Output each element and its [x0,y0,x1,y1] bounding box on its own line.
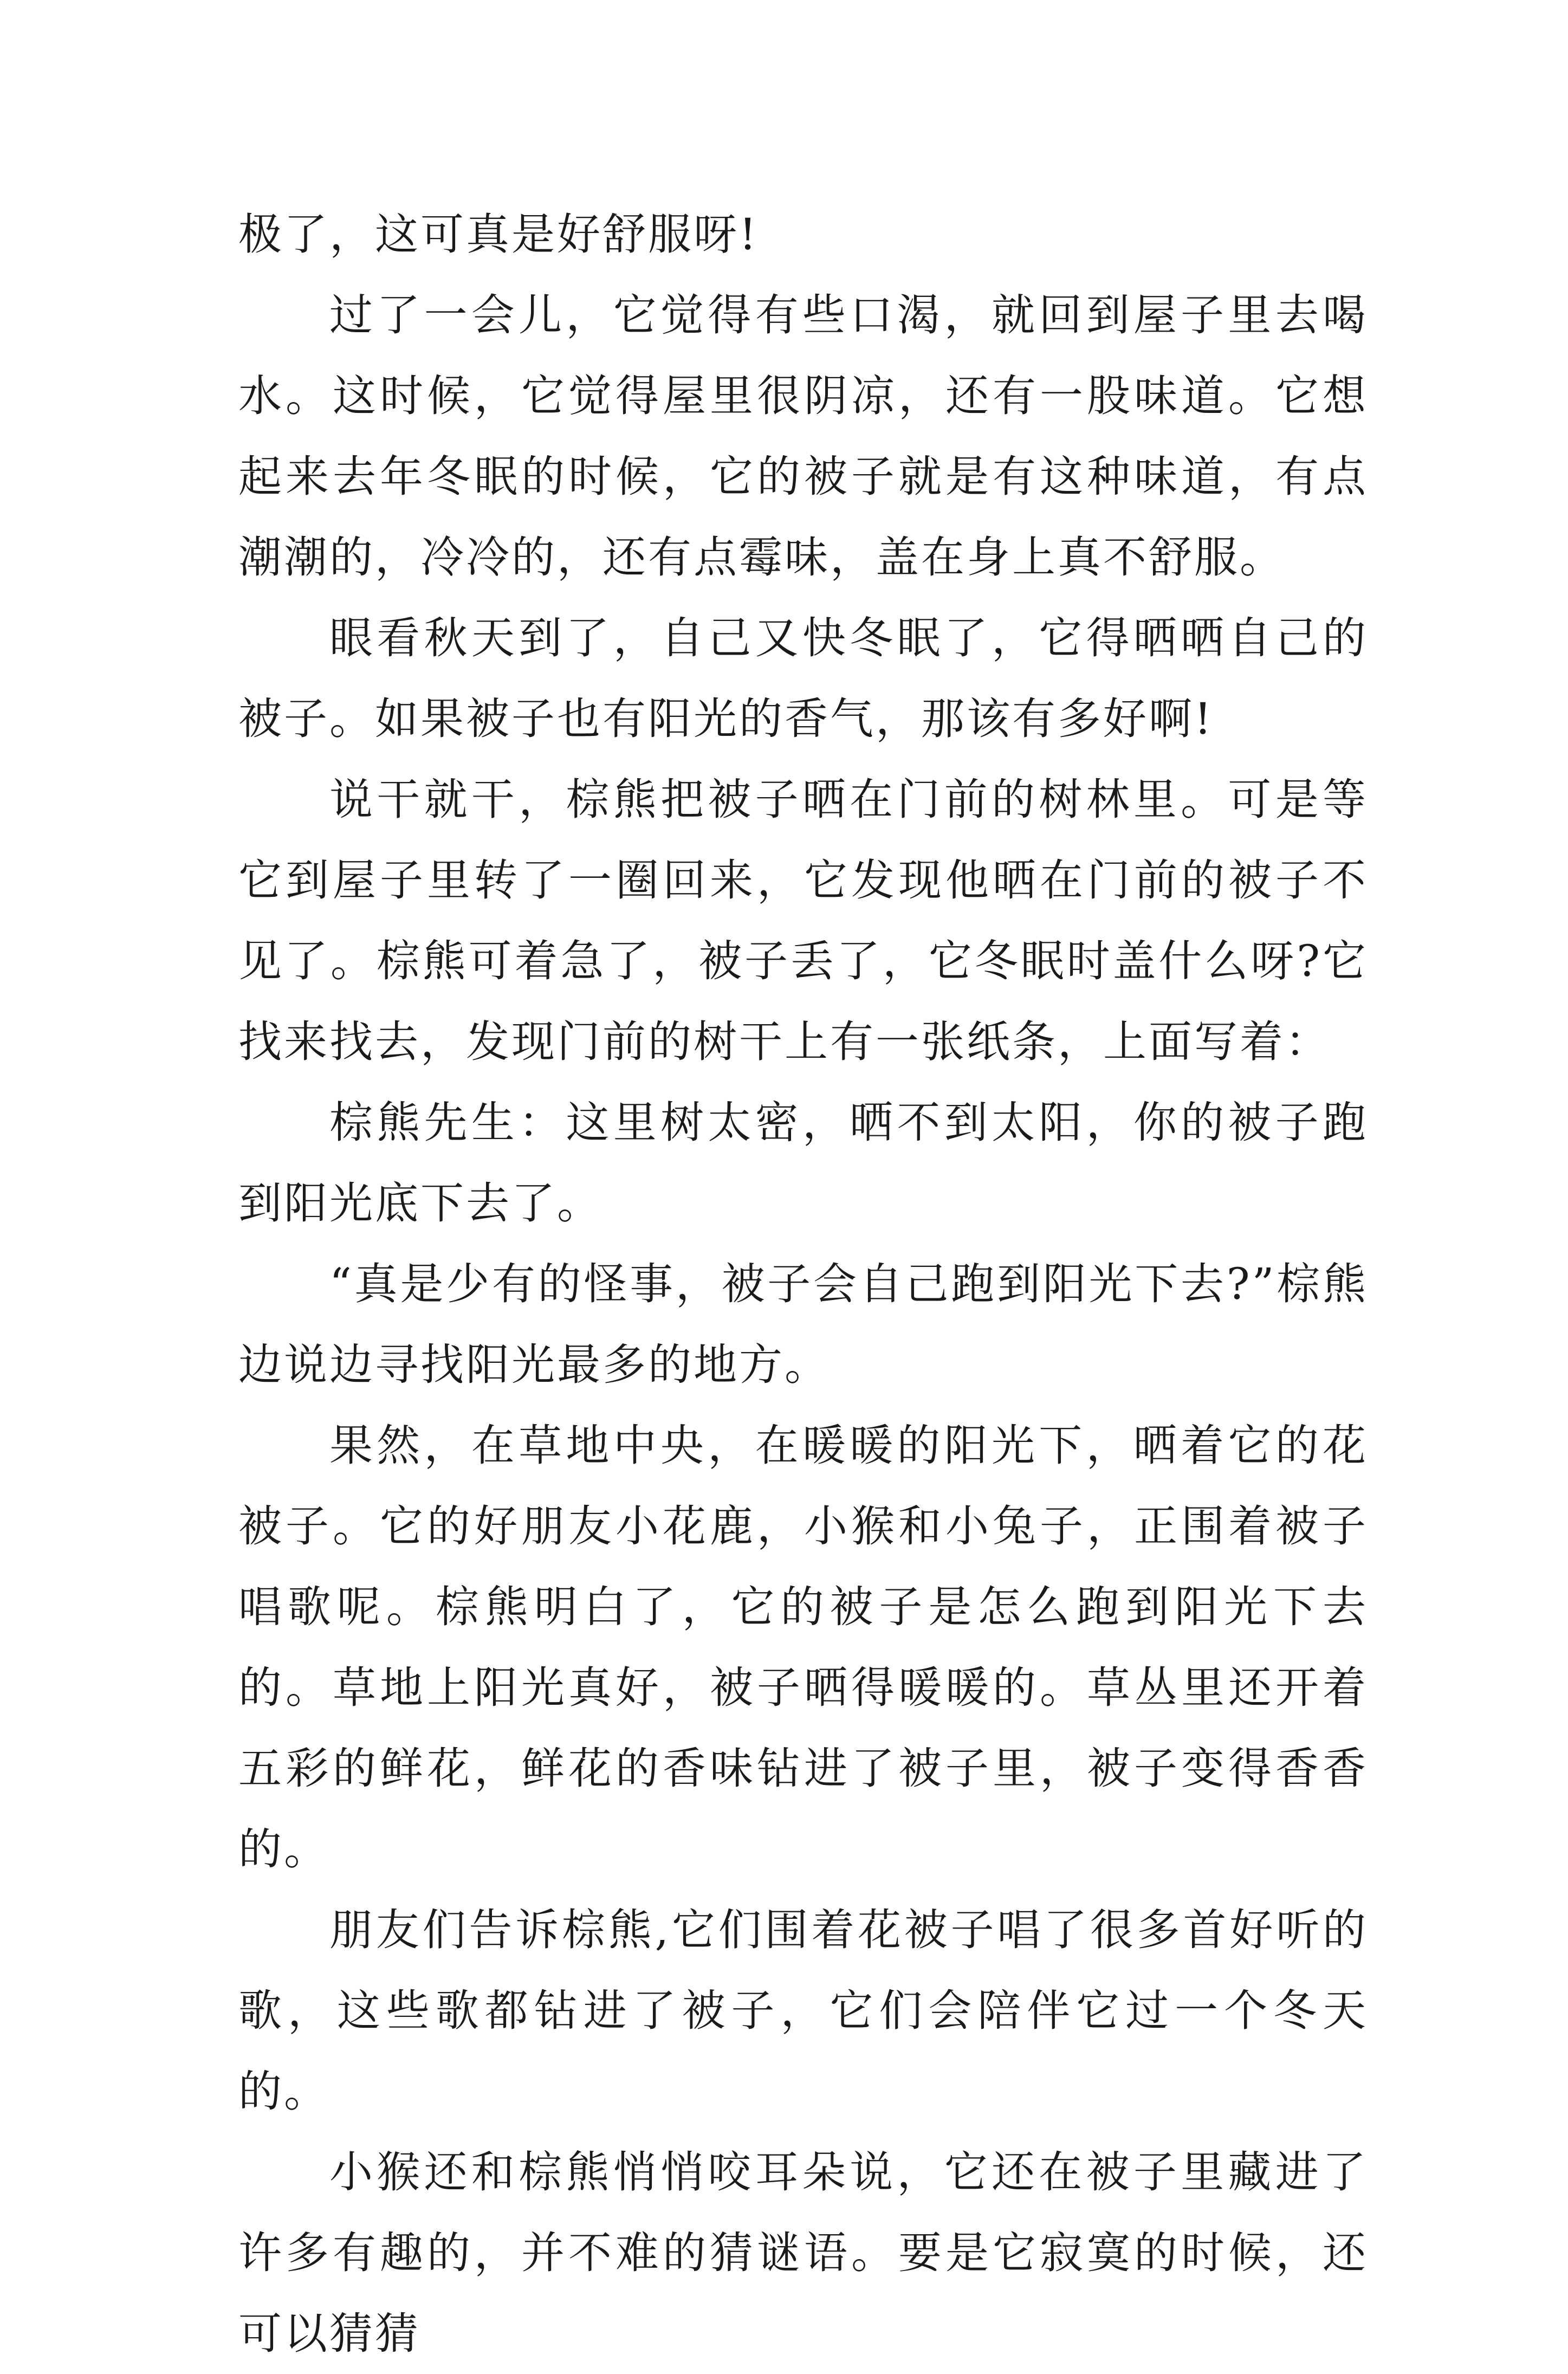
paragraph-note: 棕熊先生：这里树太密，晒不到太阳，你的被子跑到阳光底下去了。 [238,1097,1368,1228]
paragraph-autumn: 眼看秋天到了，自己又快冬眠了，它得晒晒自己的被子。如果被子也有阳光的香气，那该有多好啊! [238,613,1368,744]
paragraph-riddles: 小猴还和棕熊悄悄咬耳朵说，它还在被子里藏进了许多有趣的，并不难的猜谜语。要是它寂寞的时候，还可以猜猜 [238,2147,1368,2359]
paragraph-strange: “真是少有的怪事，被子会自己跑到阳光下去?”棕熊边说边寻找阳光最多的地方。 [238,1259,1368,1390]
story-text [238,194,1368,2374]
paragraph-quilt-missing: 说干就干，棕熊把被子晒在门前的树林里。可是等它到屋子里转了一圈回来，它发现他晒在门前的被子不见了。棕熊可着急了，被子丢了，它冬眠时盖什么呀?它找来找去，发现门前的树干上有一张纸条，上面写着： [238,774,1368,1067]
paragraph-friends-songs: 朋友们告诉棕熊,它们围着花被子唱了很多首好听的歌，这些歌都钻进了被子，它们会陪伴它过一个冬天的。 [238,1905,1368,2117]
paragraph-meadow: 果然，在草地中央，在暖暖的阳光下，晒着它的花被子。它的好朋友小花鹿，小猴和小兔子，正围着被子唱歌呢。棕熊明白了，它的被子是怎么跑到阳光下去的。草地上阳光真好，被子晒得暖暖的。草丛里还开着五彩的鲜花，鲜花的香味钻进了被子里，被子变得香香的。 [238,1420,1368,1874]
paragraph-continuation: 极了，这可真是好舒服呀! [238,209,759,260]
paragraph-thirsty: 过了一会儿，它觉得有些口渴，就回到屋子里去喝水。这时候，它觉得屋里很阴凉，还有一股味道。它想起来去年冬眠的时候，它的被子就是有这种味道，有点潮潮的，冷冷的，还有点霉味，盖在身上真不舒服。 [238,290,1368,583]
